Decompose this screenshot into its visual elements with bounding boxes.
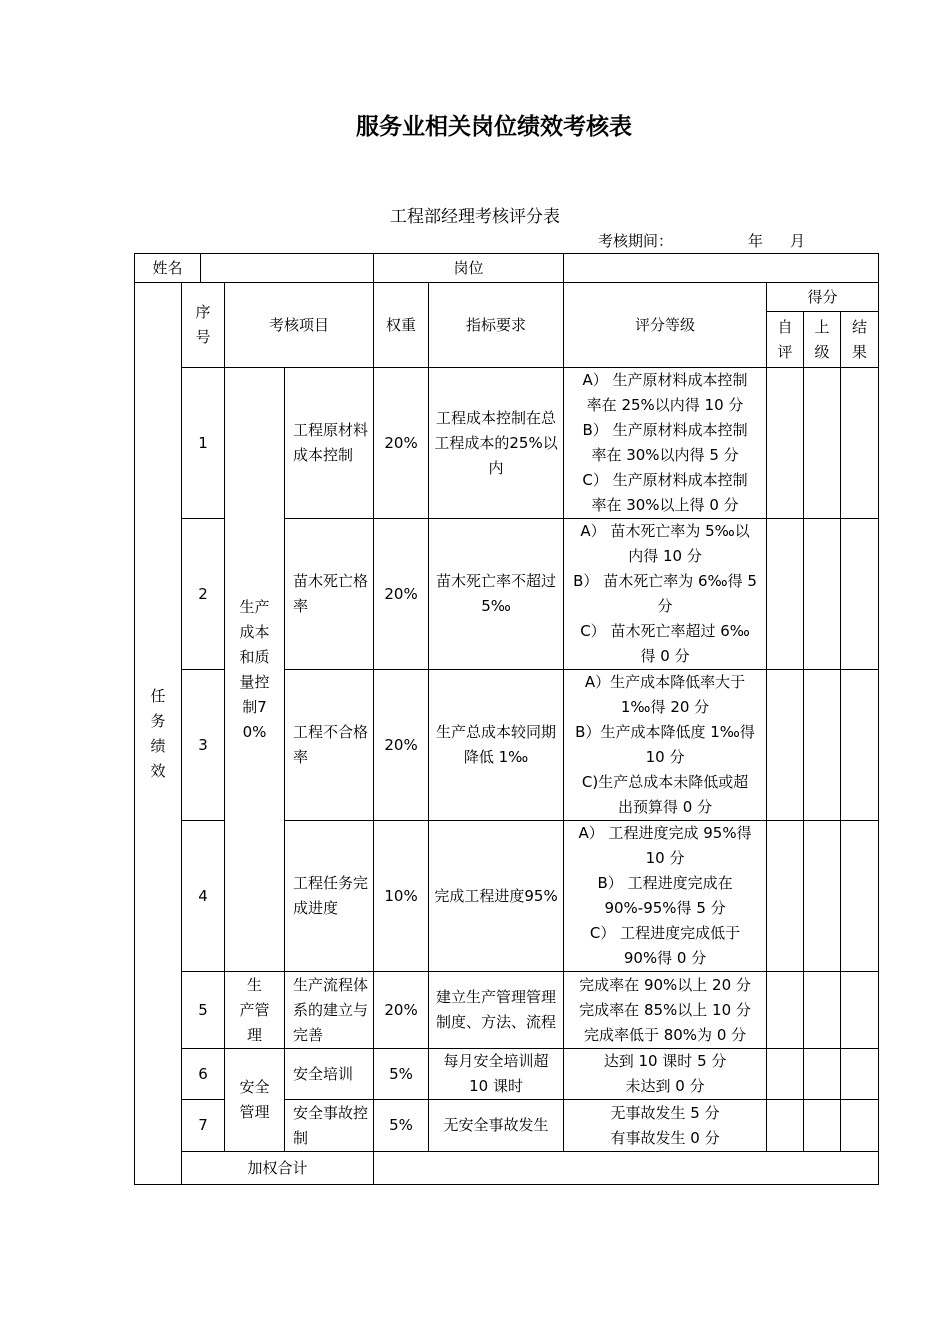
row-2-seq: 2 [182, 519, 225, 670]
row-5-result-score[interactable] [841, 972, 879, 1049]
row-4-weight: 10% [374, 821, 429, 972]
total-value-cell[interactable] [374, 1152, 879, 1185]
category-management: 生 产管理 [239, 975, 270, 1044]
row-5-weight: 20% [374, 972, 429, 1049]
row-3-self-score[interactable] [767, 670, 804, 821]
row-6-seq: 6 [182, 1049, 225, 1100]
row-7-req: 无安全事故发生 [429, 1100, 564, 1152]
row-1-weight: 20% [374, 368, 429, 519]
category-production-cell [225, 368, 285, 972]
total-label: 加权合计 [182, 1152, 374, 1185]
row-2-result-score[interactable] [841, 519, 879, 670]
row-5-req: 建立生产管理管理制度、方法、流程 [429, 972, 564, 1049]
row-7-grades: 无事故发生 5 分 有事故发生 0 分 [564, 1100, 767, 1152]
row-5-item: 生产流程体系的建立与完善 [285, 972, 374, 1049]
header-seq: 序号 [182, 283, 225, 368]
row-1-item: 工程原材料成本控制 [285, 368, 374, 519]
row-2-self-score[interactable] [767, 519, 804, 670]
row-4-req: 完成工程进度95% [429, 821, 564, 972]
name-label: 姓名 [135, 254, 201, 283]
row-2-grades: A） 苗木死亡率为 5‰以 内得 10 分 B） 苗木死亡率为 6‰得 5 分 C） 苗木死亡率超过 6‰ 得 0 分 [564, 519, 767, 670]
row-1-req: 工程成本控制在总工程成本的25%以内 [429, 368, 564, 519]
page-title: 服务业相关岗位绩效考核表 [356, 114, 632, 140]
row-2-weight: 20% [374, 519, 429, 670]
category-management-cell [225, 972, 285, 1049]
post-value-cell[interactable] [564, 254, 879, 283]
row-4-superior-score[interactable] [804, 821, 841, 972]
row-3-req: 生产总成本较同期降低 1‰ [429, 670, 564, 821]
header-grade: 评分等级 [564, 283, 767, 368]
row-2-req: 苗木死亡率不超过 5‰ [429, 519, 564, 670]
category-safety-cell [225, 1049, 285, 1152]
row-7-self-score[interactable] [767, 1100, 804, 1152]
row-2-item: 苗木死亡格率 [285, 519, 374, 670]
period-month-label: 月 [790, 232, 806, 250]
row-3-superior-score[interactable] [804, 670, 841, 821]
category-production: 生产成本和质量控制70% [239, 597, 270, 741]
row-7-superior-score[interactable] [804, 1100, 841, 1152]
row-6-item: 安全培训 [285, 1049, 374, 1100]
row-4-self-score[interactable] [767, 821, 804, 972]
header-superior: 上级 [804, 312, 841, 368]
row-7-item: 安全事故控制 [285, 1100, 374, 1152]
row-4-grades: A） 工程进度完成 95%得 10 分 B） 工程进度完成在 90%-95%得 5 分 C） 工程进度完成低于 90%得 0 分 [564, 821, 767, 972]
row-3-grades: A）生产成本降低率大于 1‰得 20 分 B）生产成本降低度 1‰得 10 分 C)生产总成本未降低或超 出预算得 0 分 [564, 670, 767, 821]
header-item: 考核项目 [225, 283, 374, 368]
row-7-seq: 7 [182, 1100, 225, 1152]
assessment-table [134, 253, 879, 1185]
row-3-weight: 20% [374, 670, 429, 821]
row-5-self-score[interactable] [767, 972, 804, 1049]
period-year-label: 年 [748, 232, 764, 250]
form-subtitle: 工程部经理考核评分表 [390, 207, 560, 227]
category-safety: 安全管理 [239, 1078, 270, 1121]
header-self: 自评 [767, 312, 804, 368]
row-2-superior-score[interactable] [804, 519, 841, 670]
row-6-self-score[interactable] [767, 1049, 804, 1100]
period-label: 考核期间： [598, 232, 674, 250]
row-4-result-score[interactable] [841, 821, 879, 972]
row-4-item: 工程任务完成进度 [285, 821, 374, 972]
row-3-item: 工程不合格率 [285, 670, 374, 821]
header-requirement: 指标要求 [429, 283, 564, 368]
header-result: 结果 [841, 312, 879, 368]
row-3-result-score[interactable] [841, 670, 879, 821]
row-5-superior-score[interactable] [804, 972, 841, 1049]
header-weight: 权重 [374, 283, 429, 368]
section-label-cell [135, 283, 182, 1185]
row-6-weight: 5% [374, 1049, 429, 1100]
row-6-grades: 达到 10 课时 5 分 未达到 0 分 [564, 1049, 767, 1100]
row-7-weight: 5% [374, 1100, 429, 1152]
row-6-superior-score[interactable] [804, 1049, 841, 1100]
header-score: 得分 [767, 283, 879, 312]
row-5-grades: 完成率在 90%以上 20 分 完成率在 85%以上 10 分 完成率低于 80%为 0 分 [564, 972, 767, 1049]
post-label: 岗位 [374, 254, 564, 283]
section-label: 任务绩效 [150, 686, 166, 780]
row-7-result-score[interactable] [841, 1100, 879, 1152]
row-1-grades: A） 生产原材料成本控制 率在 25%以内得 10 分 B） 生产原材料成本控制 率在 30%以内得 5 分 C） 生产原材料成本控制 率在 30%以上得 0 分 [564, 368, 767, 519]
row-6-result-score[interactable] [841, 1049, 879, 1100]
row-5-seq: 5 [182, 972, 225, 1049]
row-1-self-score[interactable] [767, 368, 804, 519]
row-3-seq: 3 [182, 670, 225, 821]
row-6-req: 每月安全培训超 10 课时 [429, 1049, 564, 1100]
row-4-seq: 4 [182, 821, 225, 972]
name-value-cell[interactable] [201, 254, 374, 283]
row-1-result-score[interactable] [841, 368, 879, 519]
row-1-superior-score[interactable] [804, 368, 841, 519]
row-1-seq: 1 [182, 368, 225, 519]
